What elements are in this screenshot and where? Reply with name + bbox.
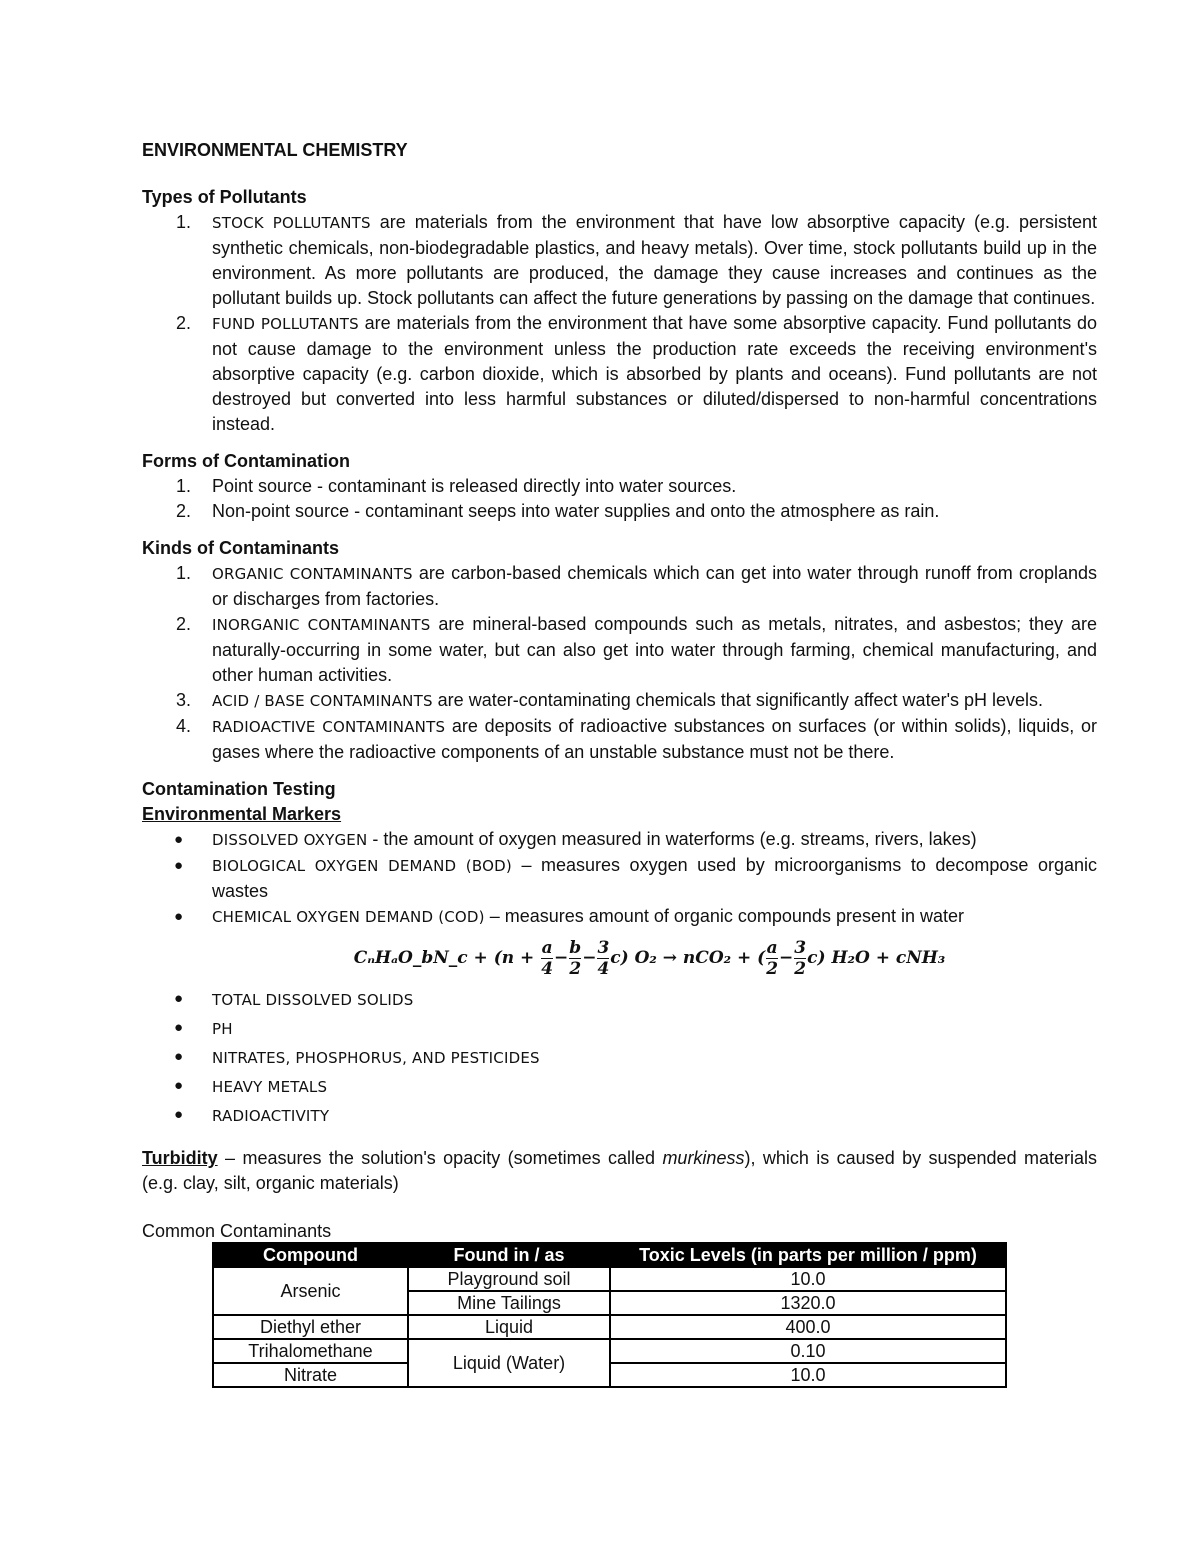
marker-label: NITRATES, PHOSPHORUS, AND PESTICIDES [212, 1049, 540, 1067]
found-cell: Liquid [408, 1315, 610, 1339]
level-cell: 0.10 [610, 1339, 1006, 1363]
list-number: 1. [176, 212, 192, 232]
fraction: $\frac{3}{2}$ [794, 938, 807, 979]
list-text: Non-point source - contaminant seeps into water supplies and onto the atmosphere as rain. [212, 501, 940, 521]
list-item [142, 561, 1097, 612]
list-item [142, 612, 1097, 688]
equation-lhs: CₙHₐO_bN_c + (n + [353, 948, 541, 968]
table-caption: Common Contaminants [142, 1221, 332, 1241]
definition: are materials from the environment that have some absorptive capacity. Fund pollutants do not cause damage to the environment unless the production rate exceeds the receiving environment's absorptive capacity (e.g. carbon dioxide, which is absorbed by plants and oceans). Fund pollutants are not destroyed but converted into less harmful substances or diluted/dispersed to non-harmful concentrations instead. [212, 313, 1098, 434]
list-number: 4. [176, 716, 192, 736]
term: BIOLOGICAL OXYGEN DEMAND (BOD) [212, 857, 512, 875]
term: INORGANIC CONTAMINANTS [212, 616, 431, 634]
cod-equation: CₙHₐO_bN_c + (n + $\frac{a}{4}$ − $\frac{b}{2}$ − $\frac{3}{4}$ c) O₂ → nCO₂ + ( $\frac{a}{2}$ − $\frac{3}{2}$ c) H₂O + cNH₃ [353, 938, 946, 979]
list-number: 2. [176, 313, 192, 333]
equation-rhs: c) H₂O + cNH₃ [807, 948, 946, 968]
list-text: Point source - contaminant is released directly into water sources. [212, 476, 737, 496]
level-cell: 10.0 [610, 1363, 1006, 1387]
section-heading-types-of-pollutants: Types of Pollutants [142, 187, 307, 207]
other-markers-list [142, 985, 1097, 1130]
definition: are mineral-based compounds such as metals, nitrates, and asbestos; they are naturally-occurring in some water, but can also get into water through farming, chemical manufacturing, and other human activities. [212, 614, 1097, 685]
bullet-icon: ● [174, 1077, 184, 1094]
list-item [142, 499, 1097, 524]
marker-label: RADIOACTIVITY [212, 1107, 330, 1125]
list-number: 2. [176, 501, 192, 521]
table-row [213, 1363, 1006, 1387]
compound-cell: Trihalomethane [213, 1339, 408, 1363]
list-item [142, 311, 1097, 437]
term: RADIOACTIVE CONTAMINANTS [212, 718, 446, 736]
section-heading-kinds-of-contaminants: Kinds of Contaminants [142, 538, 339, 558]
table-header-row [213, 1243, 1006, 1267]
list-number: 3. [176, 690, 192, 710]
term: ORGANIC CONTAMINANTS [212, 565, 413, 583]
turbidity-paragraph: Turbidity – measures the solution's opacity (sometimes called murkiness), which is caused by suspended materials (e.g. clay, silt, organic materials) [142, 1148, 1097, 1193]
term: ACID / BASE CONTAMINANTS [212, 692, 433, 710]
list-item [142, 1043, 1097, 1072]
list-item [142, 688, 1097, 714]
term: DISSOLVED OXYGEN [212, 831, 368, 849]
level-cell: 10.0 [610, 1267, 1006, 1291]
table-row [213, 1267, 1006, 1291]
common-contaminants-table [212, 1242, 1007, 1388]
contamination-forms-list [142, 474, 1097, 524]
subheading-environmental-markers: Environmental Markers [142, 804, 342, 824]
contaminant-kinds-list [142, 561, 1097, 765]
bullet-icon: ● [174, 857, 184, 874]
fraction: $\frac{b}{2}$ [569, 938, 582, 979]
bullet-icon: ● [174, 908, 184, 925]
marker-label: PH [212, 1020, 233, 1038]
fraction: $\frac{a}{4}$ [541, 938, 554, 979]
section-heading-contamination-testing: Contamination Testing [142, 779, 336, 799]
definition: are water-contaminating chemicals that significantly affect water's pH levels. [432, 690, 1044, 710]
document-title: ENVIRONMENTAL CHEMISTRY [142, 140, 408, 160]
environmental-markers-list [142, 827, 1097, 930]
list-number: 1. [176, 563, 192, 583]
list-item [142, 985, 1097, 1014]
column-header: Found in / as [408, 1243, 610, 1267]
list-item [142, 714, 1097, 765]
document-page [142, 138, 1097, 1388]
term: FUND POLLUTANTS [212, 315, 359, 333]
found-cell: Playground soil [408, 1267, 610, 1291]
found-cell: Mine Tailings [408, 1291, 610, 1315]
definition: are carbon-based chemicals which can get into water through runoff from croplands or discharges from factories. [212, 563, 1097, 609]
marker-label: TOTAL DISSOLVED SOLIDS [212, 991, 414, 1009]
list-item [142, 1101, 1097, 1130]
term: STOCK POLLUTANTS [212, 214, 371, 232]
fraction: $\frac{a}{2}$ [766, 938, 779, 979]
list-number: 1. [176, 476, 192, 496]
bullet-icon: ● [174, 831, 184, 848]
list-item [142, 210, 1097, 311]
compound-cell: Nitrate [213, 1363, 408, 1387]
level-cell: 400.0 [610, 1315, 1006, 1339]
list-item [142, 827, 1097, 853]
definition: – measures oxygen used by microorganisms to decompose organic wastes [212, 855, 1097, 901]
list-item [142, 1014, 1097, 1043]
level-cell: 1320.0 [610, 1291, 1006, 1315]
bullet-icon: ● [174, 1106, 184, 1123]
list-item [142, 853, 1097, 904]
bullet-icon: ● [174, 1048, 184, 1065]
definition: are materials from the environment that have low absorptive capacity (e.g. persistent synthetic chemicals, non-biodegradable plastics, and heavy metals). Over time, stock pollutants build up in the environment. As more pollutants are produced, the damage they cause increases and continues as the pollutant builds up. Stock pollutants can affect the future generations by passing on the damage that continues. [212, 212, 1097, 308]
turbidity-term: Turbidity [142, 1148, 218, 1168]
bullet-icon: ● [174, 1019, 184, 1036]
list-item [142, 474, 1097, 499]
equation-middle: c) O₂ → nCO₂ + ( [610, 948, 766, 968]
list-item [142, 1072, 1097, 1101]
table-row [213, 1315, 1006, 1339]
definition: - the amount of oxygen measured in waterforms (e.g. streams, rivers, lakes) [367, 829, 977, 849]
bullet-icon: ● [174, 990, 184, 1007]
compound-cell: Diethyl ether [213, 1315, 408, 1339]
column-header: Compound [213, 1243, 408, 1267]
list-number: 2. [176, 614, 192, 634]
definition: – measures amount of organic compounds present in water [484, 906, 965, 926]
definition: are deposits of radioactive substances on surfaces (or within solids), liquids, or gases where the radioactive components of an unstable substance must not be there. [212, 716, 1097, 762]
list-item [142, 904, 1097, 930]
term: CHEMICAL OXYGEN DEMAND (COD) [212, 908, 485, 926]
table-row [213, 1339, 1006, 1363]
fraction: $\frac{3}{4}$ [597, 938, 610, 979]
section-heading-forms-of-contamination: Forms of Contamination [142, 451, 350, 471]
pollutant-types-list [142, 210, 1097, 437]
marker-label: HEAVY METALS [212, 1078, 328, 1096]
compound-cell: Arsenic [213, 1267, 408, 1315]
found-cell: Liquid (Water) [408, 1339, 610, 1387]
column-header: Toxic Levels (in parts per million / ppm) [610, 1243, 1006, 1267]
